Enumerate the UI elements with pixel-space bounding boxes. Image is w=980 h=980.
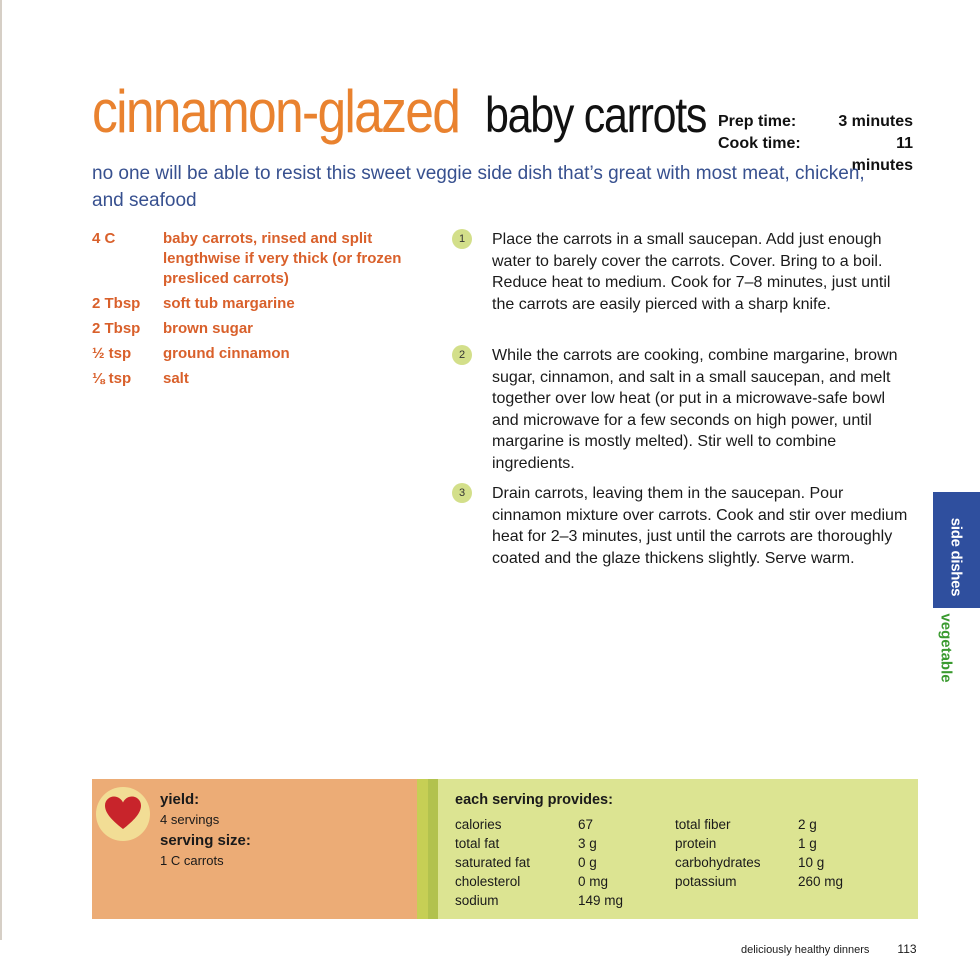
divider-stripe: [428, 779, 438, 919]
nutrient-name: saturated fat: [455, 855, 531, 870]
ingredient-qty: ½ tsp: [92, 345, 132, 362]
nutrition-header: each serving provides:: [455, 792, 613, 808]
ingredient-item: [92, 229, 422, 289]
step-number-badge: 1: [452, 229, 472, 249]
ingredient-name: soft tub margarine: [163, 295, 295, 312]
nutrient-value: 1 g: [798, 836, 817, 851]
divider-stripe: [417, 779, 428, 919]
yield-info: [160, 790, 251, 872]
nutrient-value: 10 g: [798, 855, 825, 870]
ingredient-qty: ⅛ tsp: [92, 370, 132, 387]
nutrient-value: 2 g: [798, 817, 817, 832]
nutrient-value: 149 mg: [578, 893, 624, 908]
step-text: While the carrots are cooking, combine margarine, brown sugar, cinnamon, and salt in a small saucepan, and melt together over low heat (or put in a microwave-safe bowl and microwave for a few seconds on high power, until margarine is mostly melted). Stir well to combine ingredients.: [492, 347, 898, 472]
prep-time-row: [718, 111, 913, 133]
step-text: Place the carrots in a small saucepan. Add just enough water to barely cover the carrots. Cover. Bring to a boil. Reduce heat to medium. Cook for 7–8 minutes, just until the carrots are easily pierced with a sharp knife.: [492, 231, 891, 313]
nutrient-name: total fiber: [675, 817, 731, 832]
cook-time-value: 11 minutes: [851, 135, 913, 174]
page-edge-line: [0, 0, 2, 940]
ingredient-qty: 2 Tbsp: [92, 295, 141, 312]
serving-size-label: serving size:: [160, 832, 251, 849]
recipe-subtitle: no one will be able to resist this sweet veggie side dish that’s great with most meat, chicken, and seafood: [92, 163, 865, 211]
section-tab-label: side dishes: [947, 517, 965, 597]
table-row: [455, 815, 858, 834]
nutrient-name: calories: [455, 817, 502, 832]
nutrient-value: 0 g: [578, 855, 597, 870]
page-number: 113: [897, 942, 917, 956]
nutrient-name: [675, 891, 798, 910]
table-row: [455, 834, 858, 853]
nutrient-value: [798, 891, 858, 910]
nutrient-value: 260 mg: [798, 874, 844, 889]
ingredient-item: [92, 294, 422, 314]
ingredient-name: brown sugar: [163, 320, 254, 337]
nutrient-name: carbohydrates: [675, 855, 761, 870]
recipe-times: [718, 111, 913, 174]
recipe-title: [92, 78, 743, 145]
subsection-tab-vegetable[interactable]: vegetable: [937, 613, 955, 683]
serving-size-value: 1 C carrots: [160, 853, 224, 868]
prep-time-label: Prep time:: [718, 113, 797, 130]
step-number-badge: 2: [452, 345, 472, 365]
cook-time-label: Cook time:: [718, 135, 801, 152]
nutrient-name: sodium: [455, 893, 499, 908]
ingredient-item: [92, 344, 422, 364]
step-text: Drain carrots, leaving them in the saucepan. Pour cinnamon mixture over carrots. Cook and stir over medium heat for 2–3 minutes, just until the carrots are thoroughly coated and the glaze thickens slightly. Serve warm.: [492, 485, 908, 567]
ingredient-list: [92, 229, 422, 394]
nutrient-value: 67: [578, 817, 594, 832]
table-row: [455, 853, 858, 872]
ingredient-qty: 2 Tbsp: [92, 320, 141, 337]
page-footer: [741, 942, 917, 956]
nutrient-value: 0 mg: [578, 874, 609, 889]
title-rest: baby carrots: [485, 87, 707, 143]
ingredient-item: [92, 369, 422, 389]
nutrient-name: total fat: [455, 836, 500, 851]
title-highlight: cinnamon-glazed: [92, 78, 460, 145]
book-title: deliciously healthy dinners: [741, 944, 870, 956]
heart-icon: [102, 793, 144, 835]
yield-value: 4 servings: [160, 812, 220, 827]
nutrition-facts: [455, 790, 858, 910]
prep-time-value: 3 minutes: [838, 113, 913, 130]
nutrient-name: protein: [675, 836, 717, 851]
table-row: [455, 891, 858, 910]
nutrient-name: potassium: [675, 874, 737, 889]
table-row: [455, 872, 858, 891]
cook-time-row: [718, 133, 913, 174]
ingredient-qty: 4 C: [92, 230, 116, 247]
yield-label: yield:: [160, 791, 200, 808]
nutrient-name: cholesterol: [455, 874, 521, 889]
ingredient-item: [92, 319, 422, 339]
step-number-badge: 3: [452, 483, 472, 503]
nutrient-value: 3 g: [578, 836, 597, 851]
ingredient-name: salt: [163, 370, 189, 387]
ingredient-name: ground cinnamon: [163, 345, 290, 362]
nutrition-table: [455, 815, 858, 910]
ingredient-name: baby carrots, rinsed and split lengthwise if very thick (or frozen presliced carrots): [163, 230, 402, 287]
